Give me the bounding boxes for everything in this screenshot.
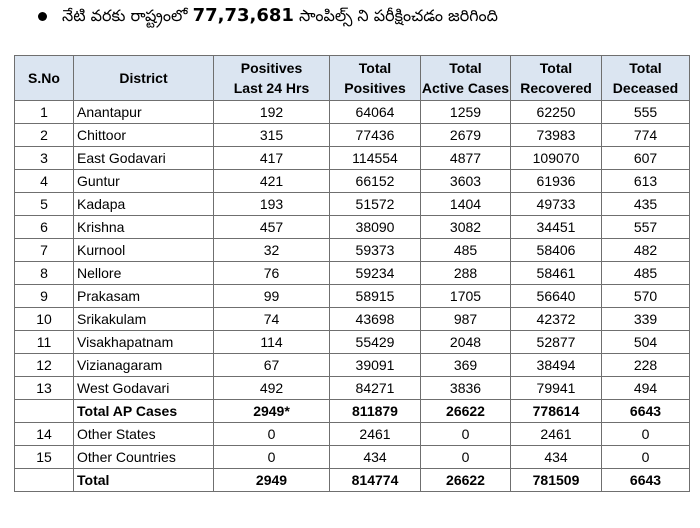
- cell-district: Total: [74, 469, 214, 492]
- cell-deceased: 0: [602, 446, 690, 469]
- cell-active: 0: [421, 446, 511, 469]
- cell-active: 2048: [421, 331, 511, 354]
- samples-count: 77,73,681: [192, 5, 294, 26]
- cell-pos24: 114: [214, 331, 330, 354]
- cell-deceased: 435: [602, 193, 690, 216]
- cell-district: Kadapa: [74, 193, 214, 216]
- table-row: [15, 354, 690, 377]
- cell-recovered: 781509: [511, 469, 602, 492]
- header-total-positives: Total Positives: [330, 56, 421, 101]
- bullet-icon: [38, 12, 47, 21]
- cell-recovered: 49733: [511, 193, 602, 216]
- cell-pos24: 193: [214, 193, 330, 216]
- district-cases-table: [14, 55, 690, 492]
- cell-total-pos: 39091: [330, 354, 421, 377]
- cell-total-pos: 43698: [330, 308, 421, 331]
- cell-total-pos: 59373: [330, 239, 421, 262]
- cell-active: 2679: [421, 124, 511, 147]
- cell-district: Krishna: [74, 216, 214, 239]
- cell-recovered: 52877: [511, 331, 602, 354]
- cell-active: 26622: [421, 400, 511, 423]
- summary-line: [0, 0, 700, 40]
- cell-sno: 12: [15, 354, 74, 377]
- cell-recovered: 778614: [511, 400, 602, 423]
- cell-total-pos: 2461: [330, 423, 421, 446]
- cell-district: Prakasam: [74, 285, 214, 308]
- cell-deceased: 555: [602, 101, 690, 124]
- cell-deceased: 482: [602, 239, 690, 262]
- cell-pos24: 99: [214, 285, 330, 308]
- table-row: [15, 147, 690, 170]
- table-row: [15, 285, 690, 308]
- cell-active: 1705: [421, 285, 511, 308]
- cell-district: Chittoor: [74, 124, 214, 147]
- cell-deceased: 485: [602, 262, 690, 285]
- samples-tested-text: [62, 3, 498, 29]
- cell-total-pos: 114554: [330, 147, 421, 170]
- cell-sno: 5: [15, 193, 74, 216]
- cell-recovered: 434: [511, 446, 602, 469]
- cell-deceased: 504: [602, 331, 690, 354]
- cell-recovered: 58461: [511, 262, 602, 285]
- header-active-cases: Total Active Cases: [421, 56, 511, 101]
- cell-active: 3082: [421, 216, 511, 239]
- cell-recovered: 79941: [511, 377, 602, 400]
- cell-sno: 6: [15, 216, 74, 239]
- cell-pos24: 417: [214, 147, 330, 170]
- header-recovered: Total Recovered: [511, 56, 602, 101]
- cell-deceased: 228: [602, 354, 690, 377]
- cell-recovered: 61936: [511, 170, 602, 193]
- cell-district: Kurnool: [74, 239, 214, 262]
- cell-pos24: 457: [214, 216, 330, 239]
- cell-active: 369: [421, 354, 511, 377]
- cell-active: 987: [421, 308, 511, 331]
- cell-sno: [15, 400, 74, 423]
- cell-sno: 13: [15, 377, 74, 400]
- cell-pos24: 67: [214, 354, 330, 377]
- table-row: [15, 262, 690, 285]
- cell-sno: 7: [15, 239, 74, 262]
- table-row: [15, 101, 690, 124]
- table-header-row: [15, 56, 690, 101]
- cell-pos24: 32: [214, 239, 330, 262]
- cell-deceased: 0: [602, 423, 690, 446]
- cell-pos24: 2949: [214, 469, 330, 492]
- cell-sno: [15, 469, 74, 492]
- cell-total-pos: 84271: [330, 377, 421, 400]
- cell-deceased: 339: [602, 308, 690, 331]
- cell-recovered: 58406: [511, 239, 602, 262]
- cell-total-pos: 38090: [330, 216, 421, 239]
- header-deceased: Total Deceased: [602, 56, 690, 101]
- cell-active: 485: [421, 239, 511, 262]
- cell-active: 3836: [421, 377, 511, 400]
- cell-recovered: 34451: [511, 216, 602, 239]
- cell-district: Other States: [74, 423, 214, 446]
- table-row: [15, 170, 690, 193]
- cell-deceased: 613: [602, 170, 690, 193]
- table-row: [15, 193, 690, 216]
- cell-total-pos: 55429: [330, 331, 421, 354]
- table-row: [15, 377, 690, 400]
- cell-recovered: 62250: [511, 101, 602, 124]
- cell-sno: 11: [15, 331, 74, 354]
- cell-sno: 9: [15, 285, 74, 308]
- cell-total-pos: 64064: [330, 101, 421, 124]
- cell-pos24: 74: [214, 308, 330, 331]
- cell-deceased: 557: [602, 216, 690, 239]
- cell-sno: 10: [15, 308, 74, 331]
- header-district: District: [74, 56, 214, 101]
- cell-district: West Godavari: [74, 377, 214, 400]
- cell-active: 1404: [421, 193, 511, 216]
- cell-pos24: 492: [214, 377, 330, 400]
- cell-pos24: 315: [214, 124, 330, 147]
- cell-district: Total AP Cases: [74, 400, 214, 423]
- cell-deceased: 570: [602, 285, 690, 308]
- cell-deceased: 6643: [602, 469, 690, 492]
- cell-total-pos: 59234: [330, 262, 421, 285]
- table-total-row: [15, 469, 690, 492]
- header-sno: S.No: [15, 56, 74, 101]
- cell-district: Visakhapatnam: [74, 331, 214, 354]
- table-row: [15, 216, 690, 239]
- cell-sno: 4: [15, 170, 74, 193]
- cell-active: 1259: [421, 101, 511, 124]
- cell-active: 0: [421, 423, 511, 446]
- intro-prefix: నేటి వరకు రాష్ట్రంలో: [62, 6, 188, 25]
- intro-suffix: సాంపిల్స్ ని పరీక్షించడం జరిగింది: [299, 6, 498, 25]
- cell-district: Nellore: [74, 262, 214, 285]
- table-total-row: [15, 400, 690, 423]
- cell-active: 26622: [421, 469, 511, 492]
- cell-pos24: 0: [214, 446, 330, 469]
- cell-deceased: 607: [602, 147, 690, 170]
- cell-recovered: 42372: [511, 308, 602, 331]
- table-row: [15, 239, 690, 262]
- cell-pos24: 192: [214, 101, 330, 124]
- cell-deceased: 494: [602, 377, 690, 400]
- cell-recovered: 73983: [511, 124, 602, 147]
- cell-deceased: 6643: [602, 400, 690, 423]
- cell-total-pos: 77436: [330, 124, 421, 147]
- cell-sno: 2: [15, 124, 74, 147]
- cell-total-pos: 51572: [330, 193, 421, 216]
- cell-recovered: 38494: [511, 354, 602, 377]
- header-positives-24hrs: Positives Last 24 Hrs: [214, 56, 330, 101]
- cell-active: 4877: [421, 147, 511, 170]
- table-row: [15, 423, 690, 446]
- table-row: [15, 308, 690, 331]
- cell-total-pos: 58915: [330, 285, 421, 308]
- cell-pos24: 76: [214, 262, 330, 285]
- cell-pos24: 421: [214, 170, 330, 193]
- cell-total-pos: 814774: [330, 469, 421, 492]
- table-row: [15, 124, 690, 147]
- cell-pos24: 2949*: [214, 400, 330, 423]
- cell-total-pos: 434: [330, 446, 421, 469]
- cell-district: Vizianagaram: [74, 354, 214, 377]
- cell-district: Guntur: [74, 170, 214, 193]
- table-row: [15, 446, 690, 469]
- cell-sno: 3: [15, 147, 74, 170]
- cell-sno: 15: [15, 446, 74, 469]
- cell-sno: 8: [15, 262, 74, 285]
- cell-pos24: 0: [214, 423, 330, 446]
- cell-active: 288: [421, 262, 511, 285]
- cell-district: Other Countries: [74, 446, 214, 469]
- cell-district: East Godavari: [74, 147, 214, 170]
- cell-district: Srikakulam: [74, 308, 214, 331]
- cell-total-pos: 66152: [330, 170, 421, 193]
- cell-recovered: 56640: [511, 285, 602, 308]
- cell-active: 3603: [421, 170, 511, 193]
- table-row: [15, 331, 690, 354]
- cell-recovered: 109070: [511, 147, 602, 170]
- cell-deceased: 774: [602, 124, 690, 147]
- cell-sno: 14: [15, 423, 74, 446]
- cell-district: Anantapur: [74, 101, 214, 124]
- cell-recovered: 2461: [511, 423, 602, 446]
- cell-sno: 1: [15, 101, 74, 124]
- cell-total-pos: 811879: [330, 400, 421, 423]
